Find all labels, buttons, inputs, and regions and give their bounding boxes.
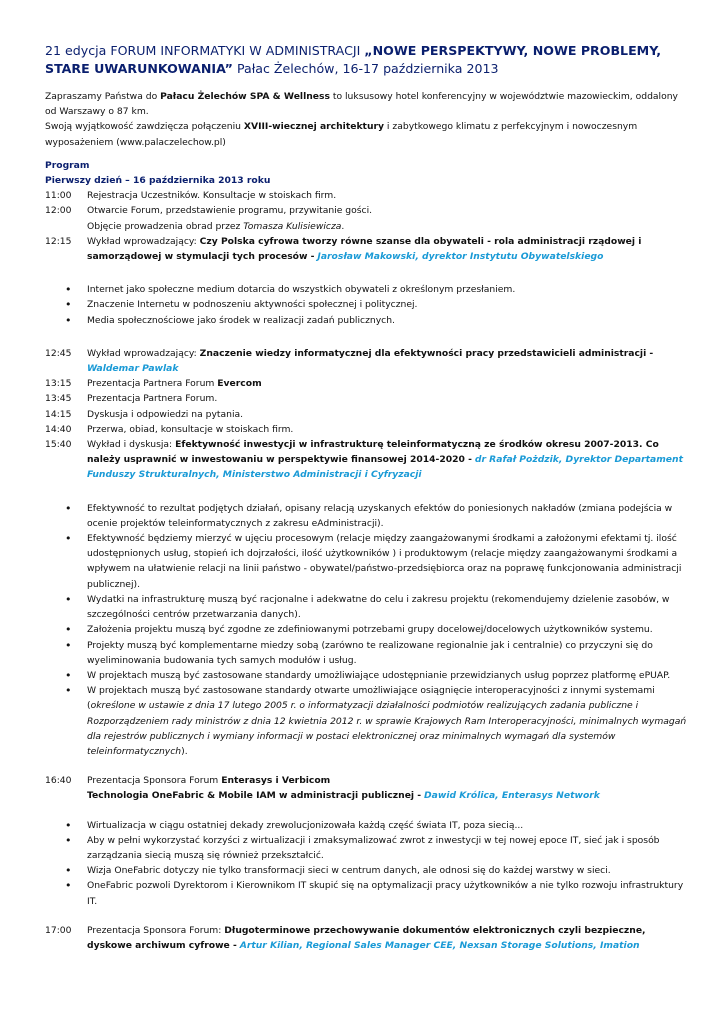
lecture-title: Technologia OneFabric & Mobile IAM w administracji publicznej -	[87, 790, 422, 802]
agenda-time: 15:40	[45, 439, 72, 451]
agenda-row	[45, 376, 690, 391]
agenda-text	[87, 376, 690, 391]
list-item: • Wirtualizacja w ciągu ostatniej dekady zrewolucjonizowała każdą część świata IT, poza siecią...	[45, 818, 690, 833]
title-bold: „NOWE PERSPEKTYWY, NOWE PROBLEMY, STARE UWARUNKOWANIA”	[45, 43, 662, 76]
agenda-row	[45, 422, 690, 437]
lecture-title: Długoterminowe przechowywanie dokumentów elektronicznych czyli bezpieczne, dyskowe archiwum cyfrowe -	[87, 924, 646, 951]
list-item: • W projektach muszą być zastosowane standardy umożliwiające udostępnianie przewidzianych usług poprzez platformę ePUAP.	[45, 668, 690, 683]
agenda-text	[87, 203, 690, 233]
intro-architecture: XVIII-wiecznej architektury	[243, 121, 385, 133]
intro-paragraph	[45, 89, 690, 150]
agenda-time: 13:45	[45, 393, 72, 405]
list-item: • Internet jako społeczne medium dotarcia do wszystkich obywateli z określonym przesłaniem.	[45, 282, 690, 297]
agenda-time: 12:00	[45, 205, 72, 217]
intro-text: Zapraszamy Państwa do	[45, 91, 161, 102]
list-item: • Efektywność będziemy mierzyć w ujęciu procesowym (relacje między zaangażowanymi środkami a założonymi efektami tj. ilość udostępnionych usług, stopień ich dojrzałości, ilość użytkowników ) i produktowym (relacje między zaangażowanymi środkami a wpływem na ułatwienie relacji na linii państwo - obywatel/państwo-przedsiębiorca oraz na poprawę funkcjonowania administracji publicznej).	[45, 531, 690, 592]
list-item: • Znaczenie Internetu w podnoszeniu aktywności społecznej i politycznej.	[45, 297, 690, 312]
bullet-list	[45, 282, 690, 328]
agenda-type: Wykład wprowadzający:	[87, 347, 200, 359]
agenda-text	[87, 773, 690, 803]
agenda-time: 11:00	[45, 190, 72, 202]
bullet-list	[45, 818, 690, 909]
agenda-row	[45, 923, 690, 953]
agenda-row	[45, 203, 690, 233]
list-item-text: ).	[181, 745, 188, 757]
lecture-title: Znaczenie wiedzy informatycznej dla efektywności pracy przedstawicieli administracji -	[199, 347, 654, 359]
agenda-row	[45, 437, 690, 483]
list-item: • Media społecznościowe jako środek w realizacji zadań publicznych.	[45, 313, 690, 328]
agenda-line: Objęcie prowadzenia obrad przez	[87, 220, 244, 232]
agenda-text	[87, 346, 690, 376]
agenda-text: Prezentacja Partnera Forum.	[87, 393, 218, 405]
agenda-row	[45, 234, 690, 264]
day-one-heading: Pierwszy dzień – 16 października 2013 roku	[45, 175, 271, 187]
agenda-row	[45, 391, 690, 406]
agenda-type: Prezentacja Sponsora Forum	[87, 775, 222, 787]
agenda-row	[45, 773, 690, 803]
agenda-text	[87, 923, 690, 953]
list-item: • Efektywność to rezultat podjętych działań, opisany relacją uzyskanych efektów do poniesionych nakładów (zmiana podejścia w ocenie projektów teleinformatycznych z zakresu eAdministracji).	[45, 501, 690, 531]
moderator-name: Tomasza Kulisiewicza	[243, 220, 342, 232]
agenda-time: 16:40	[45, 775, 72, 787]
intro-hotel-name: Pałacu Żelechów SPA & Wellness	[160, 91, 330, 102]
partner-name: Evercom	[217, 378, 262, 390]
speaker-name: Dawid Królica, Enterasys Network	[424, 790, 600, 802]
list-item	[45, 683, 690, 759]
document-title	[45, 42, 685, 78]
agenda-time: 14:15	[45, 408, 72, 420]
agenda-row	[45, 407, 690, 422]
speaker-name: dr Rafał Pożdzik, Dyrektor Departament Funduszy Strukturalnych, Ministerstwo Administracji i Cyfryzacji	[87, 454, 683, 481]
agenda-time: 14:40	[45, 423, 72, 435]
agenda-text: Przerwa, obiad, konsultacje w stoiskach firm.	[87, 423, 294, 435]
bullet-list	[45, 501, 690, 759]
title-suffix: Pałac Żelechów, 16-17 października 2013	[232, 61, 499, 76]
agenda-text	[87, 234, 690, 264]
document-body	[45, 89, 690, 953]
speaker-name: Artur Kilian, Regional Sales Manager CEE, Nexsan Storage Solutions, Imation	[239, 939, 640, 951]
agenda-text: Rejestracja Uczestników. Konsultacje w stoiskach firm.	[87, 190, 337, 202]
agenda-type: Wykład wprowadzający:	[87, 235, 200, 247]
agenda-row	[45, 188, 690, 203]
agenda-type: Prezentacja Sponsora Forum:	[87, 924, 225, 936]
list-item-text: W projektach muszą być zastosowane standardy otwarte umożliwiające osiągnięcie interoperacyjności z innymi systemami (	[87, 685, 655, 712]
agenda-line: .	[341, 220, 345, 232]
lecture-title: Efektywność inwestycji w infrastrukturę teleinformatyczną ze środków okresu 2007-2013. Co należy usprawnić w inwestowaniu w perspektywie finansowej 2014-2020 -	[87, 439, 659, 466]
legal-reference: określone w ustawie z dnia 17 lutego 2005 r. o informatyzacji działalności podmiotów realizujących zadania publiczne i Rozporządzeniem rady ministrów z dnia 12 kwietnia 2012 r. w sprawie Krajowych Ram Interoperacyjności, minimalnych wymagań dla rejestrów publicznych i wymiany informacji w postaci elektronicznej oraz minimalnych wymagań dla systemów teleinformatycznych	[87, 700, 687, 757]
agenda-time: 13:15	[45, 378, 72, 390]
agenda-type: Wykład i dyskusja:	[87, 439, 176, 451]
list-item: • Projekty muszą być komplementarne miedzy sobą (zarówno te realizowane regionalnie jak i centralnie) co przyczyni się do wyeliminowania budowania tych samych modułów i usług.	[45, 638, 690, 668]
lecture-title: Czy Polska cyfrowa tworzy równe szanse dla obywateli - rola administracji rządowej i samorządowej w stymulacji tych procesów -	[87, 235, 642, 263]
intro-text: to luksusowy hotel konferencyjny w województwie mazowieckim, oddalony od Warszawy o 87 km.	[45, 91, 678, 118]
list-item: • Wizja OneFabric dotyczy nie tylko transformacji sieci w centrum danych, ale odnosi się do każdej warstwy w sieci.	[45, 863, 690, 878]
agenda-time: 12:45	[45, 347, 72, 359]
agenda-line: Otwarcie Forum, przedstawienie programu, przywitanie gości.	[87, 205, 373, 217]
intro-text: Swoją wyjątkowość zawdzięcza połączeniu	[45, 121, 244, 133]
program-heading: Program	[45, 159, 90, 171]
list-item: • Aby w pełni wykorzystać korzyści z wirtualizacji i zmaksymalizować zwrot z inwestycji w tej nowej epoce IT, sieć jak i sposób zarządzania siecią muszą się również przekształcić.	[45, 833, 690, 863]
agenda-time: 12:15	[45, 235, 72, 247]
agenda-text: Dyskusja i odpowiedzi na pytania.	[87, 408, 244, 420]
list-item: • OneFabric pozwoli Dyrektorom i Kierownikom IT skupić się na optymalizacji pracy użytkowników a nie tylko rozwoju infrastruktury IT.	[45, 878, 690, 908]
list-item: • Wydatki na infrastrukturę muszą być racjonalne i adekwatne do celu i zakresu projektu (rekomendujemy dzielenie zasobów, w szczególności centrów przetwarzania danych).	[45, 592, 690, 622]
title-prefix: 21 edycja FORUM INFORMATYKI W ADMINISTRACJI	[45, 43, 365, 58]
intro-text: i zabytkowego klimatu z perfekcyjnym i nowoczesnym wyposażeniem (www.palaczelechow.pl)	[45, 121, 638, 148]
agenda-type: Prezentacja Partnera Forum	[87, 378, 218, 390]
agenda-text	[87, 437, 690, 483]
speaker-name: Jarosław Makowski, dyrektor Instytutu Obywatelskiego	[317, 251, 604, 263]
speaker-name: Waldemar Pawlak	[87, 363, 179, 375]
list-item: • Założenia projektu muszą być zgodne ze zdefiniowanymi potrzebami grupy docelowej/docelowych użytkowników systemu.	[45, 622, 690, 637]
sponsor-name: Enterasys i Verbicom	[221, 775, 331, 787]
agenda-time: 17:00	[45, 924, 72, 936]
agenda-row	[45, 346, 690, 376]
